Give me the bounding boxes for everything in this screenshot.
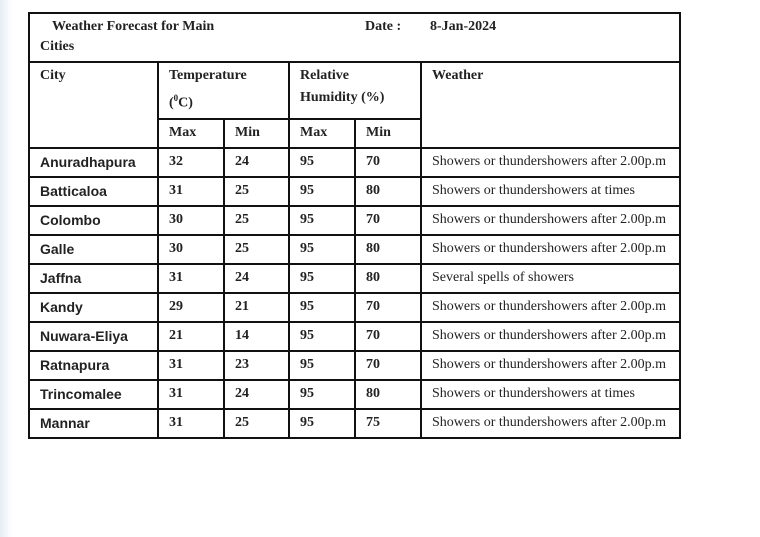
temp-max-cell: 31: [158, 264, 224, 293]
temp-max-cell: 30: [158, 206, 224, 235]
humidity-max-cell: 95: [289, 148, 355, 177]
city-cell: Jaffna: [29, 264, 158, 293]
temp-max-cell: 31: [158, 351, 224, 380]
weather-cell: Showers or thundershowers after 2.00p.m: [421, 351, 680, 380]
city-column-header: City: [29, 62, 158, 148]
humidity-max-cell: 95: [289, 322, 355, 351]
temp-min-cell: 24: [224, 380, 289, 409]
humidity-label-line1: Relative: [300, 68, 349, 83]
temp-min-cell: 25: [224, 177, 289, 206]
temperature-label: Temperature: [169, 68, 247, 83]
weather-cell: Showers or thundershowers after 2.00p.m: [421, 409, 680, 438]
weather-cell: Showers or thundershowers at times: [421, 380, 680, 409]
city-cell: Galle: [29, 235, 158, 264]
humidity-max-cell: 95: [289, 380, 355, 409]
weather-column-header: Weather: [421, 62, 680, 148]
page-edge-shade: [0, 0, 12, 537]
city-cell: Ratnapura: [29, 351, 158, 380]
table-row: [29, 264, 680, 293]
humidity-max-header: Max: [289, 119, 355, 148]
temp-max-cell: 30: [158, 235, 224, 264]
table-row: [29, 409, 680, 438]
humidity-max-cell: 95: [289, 409, 355, 438]
humidity-min-cell: 80: [355, 177, 421, 206]
temp-max-cell: 31: [158, 177, 224, 206]
weather-cell: Showers or thundershowers after 2.00p.m: [421, 235, 680, 264]
temp-max-cell: 29: [158, 293, 224, 322]
weather-cell: Showers or thundershowers after 2.00p.m: [421, 148, 680, 177]
city-cell: Kandy: [29, 293, 158, 322]
humidity-max-cell: 95: [289, 206, 355, 235]
date-label: Date :: [365, 19, 402, 34]
page-title-continued: Cities: [40, 39, 75, 54]
humidity-min-cell: 70: [355, 206, 421, 235]
table-row: [29, 322, 680, 351]
humidity-max-cell: 95: [289, 177, 355, 206]
title-cell: [29, 13, 680, 62]
weather-cell: Showers or thundershowers after 2.00p.m: [421, 293, 680, 322]
city-cell: Batticaloa: [29, 177, 158, 206]
humidity-min-cell: 80: [355, 380, 421, 409]
page-title: Weather Forecast for Main: [52, 19, 215, 34]
temp-min-cell: 24: [224, 148, 289, 177]
temp-min-cell: 25: [224, 206, 289, 235]
temperature-unit-open: (: [169, 95, 174, 111]
temp-min-cell: 23: [224, 351, 289, 380]
humidity-max-cell: 95: [289, 293, 355, 322]
degree-sup: 0: [173, 93, 179, 103]
table-row: [29, 293, 680, 322]
date-value: 8-Jan-2024: [430, 19, 497, 34]
temperature-unit-close: C): [178, 95, 193, 111]
city-cell: Mannar: [29, 409, 158, 438]
humidity-min-header: Min: [355, 119, 421, 148]
humidity-min-cell: 70: [355, 293, 421, 322]
humidity-max-cell: 95: [289, 351, 355, 380]
humidity-min-cell: 80: [355, 264, 421, 293]
temperature-unit: [169, 87, 278, 115]
humidity-min-cell: 70: [355, 322, 421, 351]
temperature-column-header: [158, 62, 289, 119]
temp-max-header: Max: [158, 119, 224, 148]
temp-max-cell: 21: [158, 322, 224, 351]
table-row: [29, 206, 680, 235]
temp-min-cell: 25: [224, 235, 289, 264]
temp-max-cell: 31: [158, 380, 224, 409]
table-row: [29, 148, 680, 177]
table-row: [29, 380, 680, 409]
humidity-min-cell: 70: [355, 148, 421, 177]
city-cell: Trincomalee: [29, 380, 158, 409]
table-row: [29, 235, 680, 264]
weather-cell: Showers or thundershowers after 2.00p.m: [421, 206, 680, 235]
table-row: [29, 351, 680, 380]
weather-cell: Showers or thundershowers at times: [421, 177, 680, 206]
humidity-label-line2: Humidity (%): [300, 90, 385, 105]
column-header-row: [29, 62, 680, 119]
weather-forecast-table: [28, 12, 681, 439]
city-cell: Colombo: [29, 206, 158, 235]
humidity-max-cell: 95: [289, 235, 355, 264]
temp-min-cell: 24: [224, 264, 289, 293]
temp-max-cell: 31: [158, 409, 224, 438]
temp-min-cell: 14: [224, 322, 289, 351]
temp-max-cell: 32: [158, 148, 224, 177]
city-cell: Anuradhapura: [29, 148, 158, 177]
title-row: [29, 13, 680, 62]
temp-min-cell: 21: [224, 293, 289, 322]
humidity-min-cell: 80: [355, 235, 421, 264]
temp-min-header: Min: [224, 119, 289, 148]
humidity-min-cell: 70: [355, 351, 421, 380]
city-cell: Nuwara-Eliya: [29, 322, 158, 351]
temp-min-cell: 25: [224, 409, 289, 438]
humidity-max-cell: 95: [289, 264, 355, 293]
weather-cell: Showers or thundershowers after 2.00p.m: [421, 322, 680, 351]
table-row: [29, 177, 680, 206]
humidity-min-cell: 75: [355, 409, 421, 438]
humidity-column-header: [289, 62, 421, 119]
weather-cell: Several spells of showers: [421, 264, 680, 293]
